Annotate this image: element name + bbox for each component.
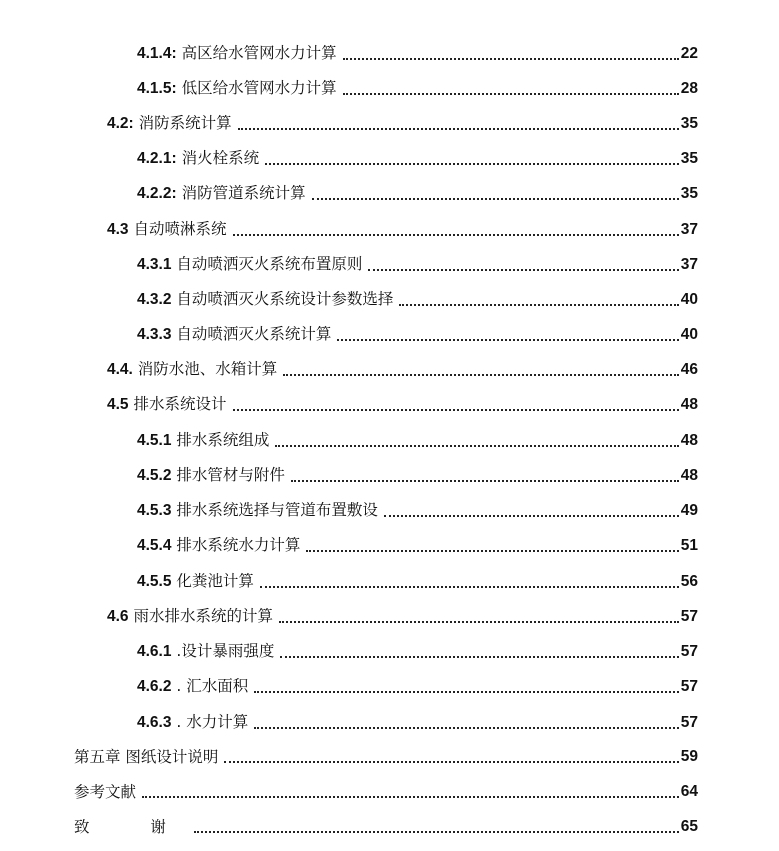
toc-entry-4-5[interactable]: [107, 389, 698, 415]
dot-leader: [280, 656, 678, 658]
entry-page: 28: [680, 80, 698, 97]
dot-leader: [306, 550, 678, 552]
dot-leader: [384, 515, 679, 517]
toc-entry-4-2-1[interactable]: [137, 143, 698, 169]
entry-title: 排水系统设计: [133, 395, 227, 413]
toc-entry-4-4[interactable]: [107, 354, 698, 380]
dot-leader: [238, 128, 679, 130]
dot-leader: [142, 796, 679, 798]
entry-number: 4.3: [107, 221, 129, 238]
toc-entry-4-3-1[interactable]: [137, 249, 698, 275]
entry-number: 4.6: [107, 608, 129, 625]
toc-entry-4-5-1[interactable]: [137, 425, 698, 451]
entry-page: 51: [680, 537, 698, 554]
toc-entry-4-5-5[interactable]: [137, 566, 698, 592]
entry-number: 4.4.: [107, 361, 133, 378]
dot-leader: [279, 621, 679, 623]
entry-page: 56: [680, 573, 698, 590]
entry-title: 低区给水管网水力计算: [181, 79, 337, 97]
entry-number: 4.2.2:: [137, 185, 177, 202]
entry-page: 57: [680, 643, 698, 660]
entry-page: 57: [680, 714, 698, 731]
entry-number: 4.1.4:: [137, 45, 177, 62]
entry-number: 4.6.1: [137, 643, 172, 660]
entry-number: 4.3.3: [137, 326, 172, 343]
toc-entry-4-1-4[interactable]: [137, 38, 698, 64]
toc-entry-4-3[interactable]: [107, 214, 698, 240]
dot-leader: [194, 831, 679, 833]
entry-page: 46: [680, 361, 698, 378]
toc-entry-4-2[interactable]: [107, 108, 698, 134]
entry-number: 4.6.3: [137, 714, 172, 731]
dot-leader: [233, 409, 679, 411]
entry-page: 35: [680, 115, 698, 132]
entry-title: 消火栓系统: [181, 149, 260, 167]
entry-page: 49: [680, 502, 698, 519]
entry-number: 4.3.1: [137, 256, 172, 273]
entry-number: 4.5.5: [137, 573, 172, 590]
entry-title: 化粪池计算: [176, 572, 254, 590]
entry-number: 4.6.2: [137, 678, 172, 695]
dot-leader: [312, 198, 679, 200]
entry-title: 自动喷淋系统: [133, 220, 227, 238]
dot-leader: [291, 480, 679, 482]
entry-title: 参考文献: [74, 783, 137, 801]
entry-title: 致 谢: [74, 818, 194, 836]
dot-leader: [343, 93, 679, 95]
toc-entry-4-6[interactable]: [107, 601, 698, 627]
dot-leader: [254, 691, 678, 693]
entry-number: 4.1.5:: [137, 80, 177, 97]
entry-title: 雨水排水系统的计算: [133, 607, 274, 625]
entry-page: 40: [680, 291, 698, 308]
toc-entry-references[interactable]: [74, 776, 698, 802]
entry-page: 48: [680, 432, 698, 449]
entry-number: 4.2:: [107, 115, 134, 132]
toc-entry-4-3-2[interactable]: [137, 284, 698, 310]
entry-title: 高区给水管网水力计算: [181, 44, 337, 62]
entry-page: 37: [680, 221, 698, 238]
toc-entry-4-6-2[interactable]: [137, 671, 698, 697]
dot-leader: [260, 586, 679, 588]
entry-number: 4.3.2: [137, 291, 172, 308]
toc-entry-4-5-3[interactable]: [137, 495, 698, 521]
toc-entry-4-5-2[interactable]: [137, 460, 698, 486]
dot-leader: [283, 374, 678, 376]
entry-title: 排水系统组成: [176, 431, 270, 449]
dot-leader: [275, 445, 678, 447]
entry-number: 4.5.3: [137, 502, 172, 519]
dot-leader: [265, 163, 679, 165]
entry-page: 37: [680, 256, 698, 273]
entry-page: 57: [680, 608, 698, 625]
entry-title: 排水系统选择与管道布置敷设: [176, 501, 378, 519]
entry-title: 消防水池、水箱计算: [137, 360, 278, 378]
entry-title: . 水力计算: [176, 713, 249, 731]
toc-entry-chapter-5[interactable]: [74, 741, 698, 767]
dot-leader: [337, 339, 678, 341]
entry-title: 自动喷洒灭火系统设计参数选择: [176, 290, 394, 308]
dot-leader: [343, 58, 679, 60]
entry-title: 自动喷洒灭火系统计算: [176, 325, 332, 343]
entry-title: 排水系统水力计算: [176, 536, 301, 554]
entry-number: 4.2.1:: [137, 150, 177, 167]
toc-entry-4-3-3[interactable]: [137, 319, 698, 345]
entry-number: 4.5.4: [137, 537, 172, 554]
entry-page: 40: [680, 326, 698, 343]
entry-title: . 汇水面积: [176, 677, 249, 695]
entry-title: 消防管道系统计算: [181, 184, 306, 202]
toc-entry-acknowledgements[interactable]: [74, 811, 698, 837]
toc-entry-4-1-5[interactable]: [137, 73, 698, 99]
entry-page: 64: [680, 783, 698, 800]
entry-page: 35: [680, 185, 698, 202]
entry-page: 48: [680, 396, 698, 413]
entry-page: 59: [680, 748, 698, 765]
entry-title: 第五章 图纸设计说明: [74, 748, 219, 766]
entry-page: 57: [680, 678, 698, 695]
dot-leader: [233, 234, 679, 236]
dot-leader: [254, 727, 678, 729]
entry-number: 4.5: [107, 396, 129, 413]
entry-title: 自动喷洒灭火系统布置原则: [176, 255, 363, 273]
toc-entry-4-6-1[interactable]: [137, 636, 698, 662]
entry-page: 22: [680, 45, 698, 62]
dot-leader: [368, 269, 678, 271]
dot-leader: [399, 304, 678, 306]
entry-title: 消防系统计算: [138, 114, 232, 132]
entry-title: .设计暴雨强度: [176, 642, 275, 660]
entry-number: 4.5.1: [137, 432, 172, 449]
toc-entry-4-6-3[interactable]: [137, 707, 698, 733]
toc-entry-4-2-2[interactable]: [137, 178, 698, 204]
toc-entry-4-5-4[interactable]: [137, 530, 698, 556]
entry-page: 35: [680, 150, 698, 167]
entry-title: 排水管材与附件: [176, 466, 285, 484]
entry-page: 48: [680, 467, 698, 484]
entry-number: 4.5.2: [137, 467, 172, 484]
dot-leader: [224, 761, 678, 763]
entry-page: 65: [680, 818, 698, 835]
